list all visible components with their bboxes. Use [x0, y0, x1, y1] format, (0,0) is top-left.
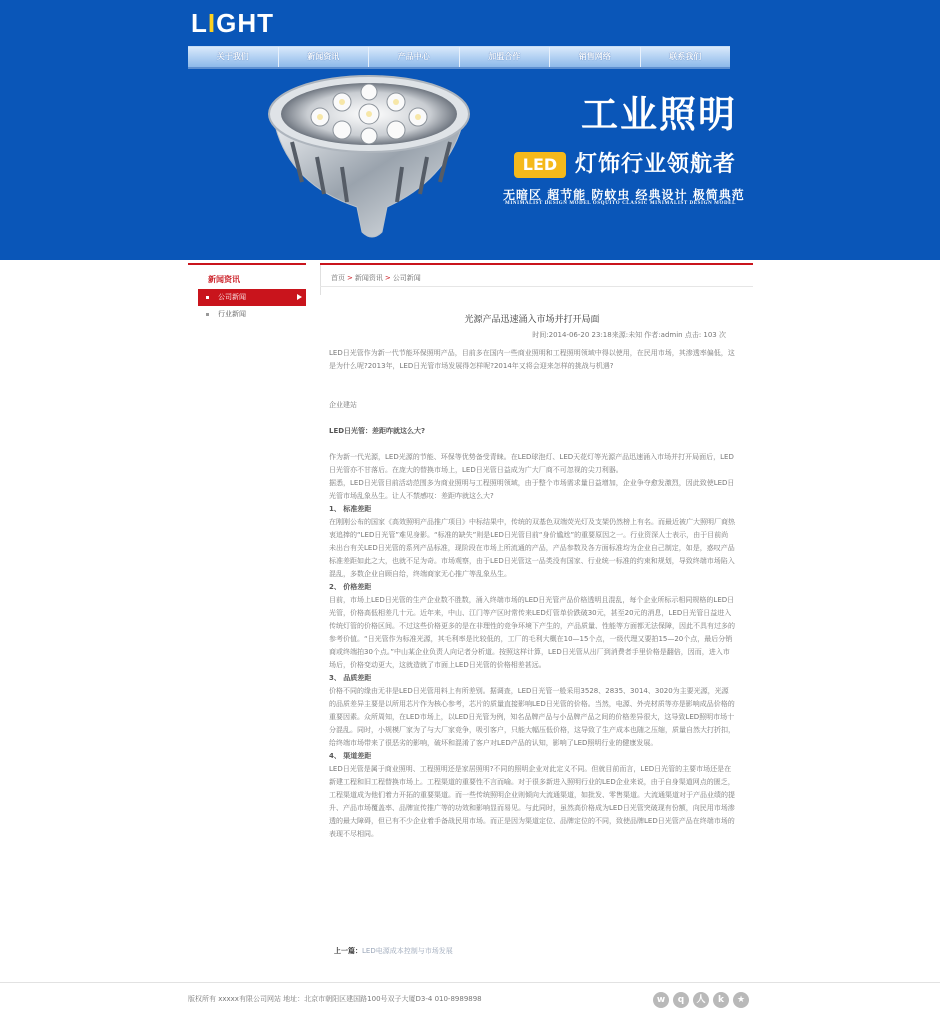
sidebar-title: 新闻资讯 — [208, 275, 240, 284]
prev-article-label: 上一篇： — [334, 947, 362, 955]
qq-icon[interactable]: q — [673, 992, 689, 1008]
breadcrumb-divider — [320, 286, 753, 287]
article-intro: LED日光管作为新一代节能环保照明产品，目前多在国内一些商业照明和工程照明领域中得以使用，在民用市场，其渗透率偏低，这是为什么呢?2013年，LED日光管市场发展得怎样呢?2014年又将会迎来怎样的挑战与机遇? — [329, 349, 735, 370]
nav-contact[interactable]: 联系我们 — [669, 52, 702, 61]
led-badge: LED — [514, 152, 566, 178]
breadcrumb-news[interactable]: 新闻资讯 — [354, 274, 383, 282]
footer-copyright: 版权所有 xxxxx有限公司网站 地址：北京市朝阳区建国路100号双子大厦D3-4 010-8989898 — [188, 995, 482, 1003]
section-heading: 3、 品质差距 — [329, 674, 372, 682]
sidebar-item-label: 公司新闻 — [218, 293, 246, 301]
bullet-icon — [206, 296, 209, 299]
article-paragraph: 目前，市场上LED日光管的生产企业数不胜数，涌入终端市场的LED日光管产品价格透明且混乱，每个企业所标示相同规格的LED日光管，价格高低相差几十元。近年来，中山、江门等产区时常传来LED灯管单价跌破30元，甚至20元的消息，LED日光管日益进入传统灯管的价格区间。不过这些价格更多的是在非理性的竞争环境下产生的，产品质量、性能等方面都无法保障，因此不具有过多的参考价值。“日光管作为标准光源，其毛利率是比较低的，工厂的毛利大概在10—15个点，一级代理又要拍15—20个点，最后分销商或终端拍30个点。”中山某企业负责人向记者分析道。按照这样计算，LED日光管从出厂到消费者手里价格是翻倍，因而，进入市场后，价格变动更大，这就造就了市面上LED日光管的价格相差甚远。 — [329, 596, 735, 669]
content-left-border — [320, 265, 321, 295]
nav-products[interactable]: 产品中心 — [369, 47, 460, 67]
sidebar-title-bar — [188, 263, 306, 285]
breadcrumb-separator: > — [384, 274, 391, 282]
logo-text-i: I — [207, 8, 217, 38]
article-paragraph: 作为新一代光源，LED光源的节能、环保等优势备受青睐。在LED球泡灯、LED天花灯等光源产品迅速涌入市场并打开局面后，LED日光管亦不甘落后。在庞大的替换市场上，LED日光管日益成为广大厂商不可忽视的尖刀利器。 — [329, 453, 734, 474]
article-body — [329, 347, 735, 841]
article-tag[interactable]: 企业建站 — [329, 401, 357, 409]
bullet-icon — [206, 313, 209, 316]
breadcrumb — [331, 273, 421, 283]
sidebar-item-company-news[interactable] — [198, 289, 306, 306]
logo-text-rest: GHT — [216, 8, 275, 38]
kaixin-icon[interactable]: k — [713, 992, 729, 1008]
social-share — [653, 992, 749, 1008]
section-heading: 2、 价格差距 — [329, 583, 372, 591]
site-logo[interactable] — [191, 8, 274, 39]
nav-about[interactable]: 关于我们 — [188, 47, 279, 67]
led-lamp-image — [262, 72, 477, 244]
main-nav — [188, 46, 730, 69]
footer-divider — [0, 982, 940, 983]
article-paragraph: 据悉，LED日光管目前活动范围多为商业照明与工程照明领域，由于整个市场需求量日益增加，企业争夺愈发激烈，因此致使LED日光管市场乱象丛生。让人不禁感叹：差距咋就这么大? — [329, 479, 735, 500]
content-top-border — [320, 263, 753, 265]
article-heading: LED日光管：差距咋就这么大? — [329, 427, 426, 435]
article-paragraph: 在刚刚公布的国家《高效照明产品推广项目》中标结果中，传统的双基色双端荧光灯及支架仍然榜上有名。而最近被广大照明厂商热衷追捧的“LED日光管”难见身影。“标准的缺失”则是LED日光管目前“身价尴尬”的重要原因之一。行业资深人士表示，由于目前尚未出台有关LED日光管的系列产品标准，现阶段在市场上所流通的产品，产品参数及各方面标准均为企业自己制定，如是，惑叹产品标准差距如此之大，也就不足为奇。市场观察，由于LED日光管这一品类没有国家、行业统一标准的约束和规划，导致终端市场陷入混乱，多数企业自顾自给，终端商家无心推广等乱象丛生。 — [329, 518, 735, 578]
breadcrumb-home[interactable]: 首页 — [331, 274, 345, 282]
breadcrumb-company-news[interactable]: 公司新闻 — [392, 274, 421, 282]
banner-subtitle: 灯饰行业领航者 — [575, 152, 737, 177]
banner-title: 工业照明 — [581, 93, 737, 136]
section-heading: 4、 渠道差距 — [329, 752, 372, 760]
header-banner — [0, 0, 940, 260]
renren-icon[interactable]: 人 — [693, 992, 709, 1008]
weibo-icon[interactable]: w — [653, 992, 669, 1008]
nav-sales[interactable]: 销售网络 — [550, 47, 641, 67]
section-heading: 1、 标准差距 — [329, 505, 372, 513]
article-title: 光源产品迅速涌入市场并打开局面 — [464, 315, 600, 325]
sidebar-item-industry-news[interactable] — [198, 306, 306, 323]
sidebar-item-label: 行业新闻 — [218, 310, 246, 318]
banner-features: 无暗区 超节能 防蚊虫 经典设计 极简典范 — [503, 188, 745, 202]
breadcrumb-separator: > — [347, 274, 353, 282]
prev-article-link[interactable]: LED电源成本控制与市场发展 — [362, 947, 453, 955]
article-paragraph: 价格不同的缘由无非是LED日光管用料上有所差别。据调查，LED日光管一般采用3528、2835、3014、3020为主要光源，光源的品质差异主要是以所用芯片作为核心参考，芯片的质量直接影响LED日光管的价格。当然，电源、外壳材质等亦是影响成品价格的重要因素。众所周知，在LED市场上，以LED日光管为例，知名品牌产品与小品牌产品之间的价格差异很大，这导致LED照明市场十分混乱。同时，小规模厂家为了与大厂家竞争，吸引客户，只能大幅压低价格，这导致了生产成本也随之压缩，质量自然大打折扣，给终端市场带来了很恶劣的影响，破坏和混淆了客户对LED产品的认知，影响了LED照明行业的健康发展。 — [329, 687, 735, 747]
nav-news[interactable]: 新闻资讯 — [279, 47, 370, 67]
article-meta: 时间:2014-06-20 23:18来源:未知 作者:admin 点击: 103 次 — [532, 331, 726, 339]
prev-article — [334, 946, 453, 956]
logo-text-l: L — [191, 8, 208, 38]
nav-franchise[interactable]: 加盟合作 — [460, 47, 551, 67]
sidebar-nav — [198, 289, 306, 323]
article-paragraph: LED日光管是属于商业照明、工程照明还是家居照明?不同的照明企业对此定义不同。但就目前而言，LED日光管的主要市场还是在新建工程和旧工程替换市场上。工程渠道的重要性不言而喻。对于很多新进入照明行业的LED企业来说，由于自身渠道网点的匮乏，工程渠道成为他们着力开拓的重要渠道。而一些传统照明企业则倾向大流通渠道，如批发、零售渠道。大流通渠道对于产品业绩的提升、产品市场覆盖率、品牌宣传推广等的功效和影响显而易见。与此同时，虽然高价格成为LED日光管突破现有份额，向民用市场渗透的最大障碍，但已有不少企业着手备战民用市场。而正是因为渠道定位、品牌定位的不同，致使品牌LED日光管产品在终端市场的表现不尽相同。 — [329, 765, 735, 838]
star-icon[interactable]: ★ — [733, 992, 749, 1008]
banner-english-tagline: MINIMALIST DESIGN MODEL OSQUITO CLASSIC MINIMALIST DESIGN MODEL — [505, 201, 737, 206]
